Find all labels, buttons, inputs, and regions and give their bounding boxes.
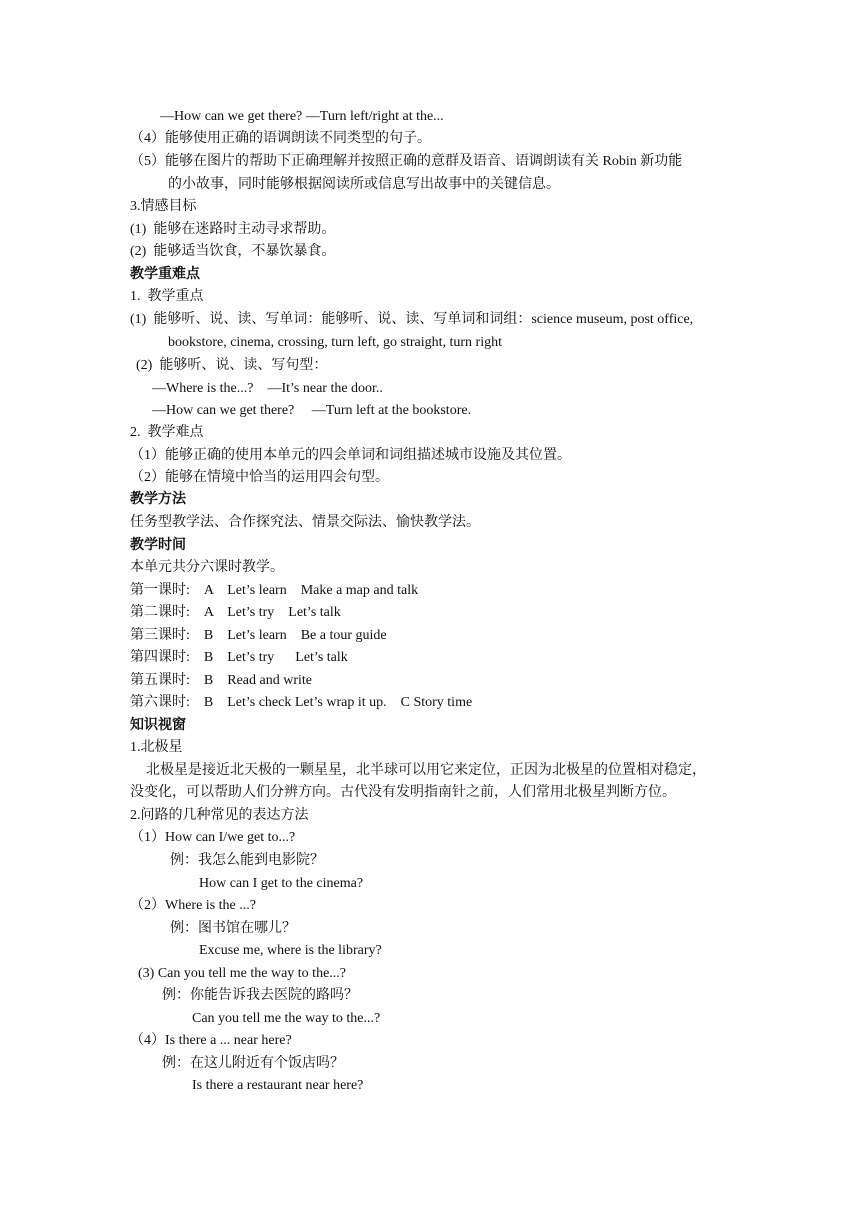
text-line: （5）能够在图片的帮助下正确理解并按照正确的意群及语音、语调朗读有关 Robin 新功能 bbox=[130, 154, 683, 169]
example-line: How can I get to the cinema? bbox=[199, 876, 364, 891]
section-subheading: 1. 教学重点 bbox=[130, 289, 204, 304]
text-line: (2) 能够适当饮食，不暴饮暴食。 bbox=[130, 244, 336, 259]
example-line: 例：你能告诉我去医院的路吗？ bbox=[162, 988, 358, 1003]
section-subheading: 1.北极星 bbox=[130, 740, 183, 755]
paragraph-line: 没变化，可以帮助人们分辨方向。古代没有发明指南针之前，人们常用北极星判断方位。 bbox=[130, 785, 676, 800]
text-line: —How can we get there? —Turn left at the bookstore. bbox=[152, 403, 472, 418]
example-line: Excuse me, where is the library? bbox=[199, 943, 382, 958]
schedule-row: 第二课时: A Let’s try Let’s talk bbox=[130, 605, 341, 620]
text-line: （2）Where is the ...? bbox=[130, 898, 256, 913]
text-line: （4）Is there a ... near here? bbox=[130, 1033, 292, 1048]
schedule-row: 第六课时: B Let’s check Let’s wrap it up. C Story time bbox=[130, 695, 473, 710]
text-line: 任务型教学法、合作探究法、情景交际法、愉快教学法。 bbox=[130, 515, 480, 530]
text-line: (1) 能够在迷路时主动寻求帮助。 bbox=[130, 222, 336, 237]
text-line: —Where is the...? —It’s near the door.. bbox=[152, 381, 383, 396]
example-line: Can you tell me the way to the...? bbox=[192, 1011, 381, 1026]
example-line: Is there a restaurant near here? bbox=[192, 1078, 364, 1093]
text-line: (3) Can you tell me the way to the...? bbox=[138, 966, 346, 981]
text-line: bookstore, cinema, crossing, turn left, go straight, turn right bbox=[168, 335, 502, 350]
example-line: 例：我怎么能到电影院？ bbox=[170, 853, 324, 868]
section-subheading: 2.问路的几种常见的表达方法 bbox=[130, 808, 309, 823]
section-heading: 教学重难点 bbox=[130, 267, 200, 282]
text-line: （2）能够在情境中恰当的运用四会句型。 bbox=[130, 470, 389, 485]
text-line: —How can we get there? —Turn left/right at the... bbox=[160, 109, 444, 124]
text-line: （1）能够正确的使用本单元的四会单词和词组描述城市设施及其位置。 bbox=[130, 448, 571, 463]
schedule-row: 第一课时: A Let’s learn Make a map and talk bbox=[130, 583, 419, 598]
section-heading: 知识视窗 bbox=[130, 718, 186, 733]
example-line: 例：在这儿附近有个饭店吗？ bbox=[162, 1056, 344, 1071]
schedule-row: 第三课时: B Let’s learn Be a tour guide bbox=[130, 628, 387, 643]
paragraph-line: 北极星是接近北天极的一颗星星，北半球可以用它来定位，正因为北极星的位置相对稳定， bbox=[146, 763, 706, 778]
section-heading: 教学时间 bbox=[130, 538, 186, 553]
text-line: （4）能够使用正确的语调朗读不同类型的句子。 bbox=[130, 131, 431, 146]
text-line: 本单元共分六课时教学。 bbox=[130, 560, 284, 575]
text-line: (1) 能够听、说、读、写单词：能够听、说、读、写单词和词组：science museum, post office, bbox=[130, 312, 694, 327]
schedule-row: 第四课时: B Let’s try Let’s talk bbox=[130, 650, 348, 665]
section-heading: 教学方法 bbox=[130, 492, 186, 507]
section-subheading: 2. 教学难点 bbox=[130, 425, 204, 440]
example-line: 例：图书馆在哪儿？ bbox=[170, 921, 296, 936]
schedule-row: 第五课时: B Read and write bbox=[130, 673, 312, 688]
text-line: (2) 能够听、说、读、写句型： bbox=[136, 358, 328, 373]
text-line: （1）How can I/we get to...? bbox=[130, 830, 296, 845]
section-subheading: 3.情感目标 bbox=[130, 199, 197, 214]
text-line: 的小故事，同时能够根据阅读所或信息写出故事中的关键信息。 bbox=[168, 177, 560, 192]
